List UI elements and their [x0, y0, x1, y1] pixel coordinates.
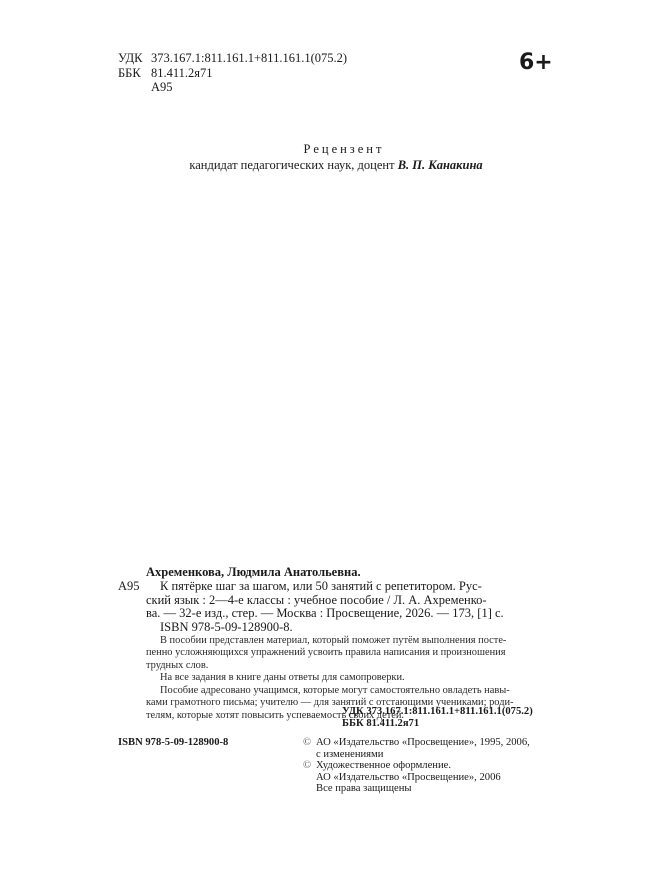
classification-block — [118, 51, 347, 95]
annotation-line: трудных слов. — [146, 659, 209, 671]
copyright-line: АО «Издательство «Просвещение», 2006 — [316, 771, 501, 783]
udk-value: 373.167.1:811.161.1+811.161.1(075.2) — [151, 51, 348, 65]
bbk-value: 81.411.2я71 — [151, 65, 213, 80]
annotation-line: ками грамотного письма; учителю — для занятий с отстающими учениками; роди- — [146, 697, 514, 709]
bbk-row — [118, 66, 347, 81]
card-author: Ахременкова, Людмила Анатольевна. — [146, 565, 361, 579]
card-code: А95 — [118, 578, 140, 593]
annotation-line: В пособии представлен материал, который поможет путём выполнения посте- — [160, 634, 507, 646]
annotation-line: На все задания в книге даны ответы для самопроверки. — [160, 672, 405, 684]
udk-row — [118, 51, 347, 66]
card-description-line: ский язык : 2—4-е классы : учебное пособие / Л. А. Ахременко- — [146, 592, 487, 607]
reviewer-title: Рецензент — [303, 142, 385, 156]
card-isbn: ISBN 978-5-09-128900-8. — [160, 620, 293, 635]
copyright-icon: © — [303, 760, 312, 772]
bottom-isbn: ISBN 978-5-09-128900-8 — [118, 737, 229, 748]
copyright-line: АО «Издательство «Просвещение», 1995, 2006, — [316, 737, 530, 748]
card-description-line: ва. — 32-е изд., стер. — Москва : Просвещение, 2026. — 173, [1] с. — [146, 606, 504, 621]
bottom-classification — [342, 706, 533, 729]
reviewer-description: кандидат педагогических наук, доцент — [189, 158, 398, 172]
copyright-entry — [303, 760, 530, 772]
copyright-line: Художественное оформление. — [316, 760, 451, 772]
rights-reserved: Все права защищены — [316, 783, 412, 795]
reviewer-name: В. П. Канакина — [397, 158, 483, 172]
udk-label: УДК — [118, 51, 143, 65]
author-code: А95 — [151, 80, 173, 94]
copyright-icon: © — [303, 737, 312, 748]
catalog-card — [118, 566, 568, 722]
annotation-paragraph — [146, 635, 568, 673]
copyright-block — [303, 737, 530, 795]
age-rating-badge: 6+ — [519, 50, 553, 75]
card-description — [118, 580, 568, 621]
author-code-row — [118, 80, 347, 95]
copyright-line: с изменениями — [316, 748, 384, 760]
card-description-line: К пятёрке шаг за шагом, или 50 занятий с репетитором. Рус- — [160, 578, 482, 593]
bbk-label: ББК — [118, 65, 141, 80]
annotation-paragraph — [146, 672, 568, 685]
annotation-line: пенно усложняющихся упражнений усвоить правила написания и произношения — [146, 647, 506, 659]
bottom-udk: УДК 373.167.1:811.161.1+811.161.1(075.2) — [342, 706, 533, 717]
reviewer-line — [0, 157, 650, 173]
copyright-entry — [303, 737, 530, 749]
annotation-line: Пособие адресовано учащимся, которые могут самостоятельно овладеть навы- — [160, 684, 510, 696]
reviewer-block — [0, 141, 650, 173]
annotation-line: телям, которые хотят повысить успеваемость своих детей. — [146, 709, 405, 721]
bottom-bbk: ББК 81.411.2я71 — [342, 717, 420, 729]
